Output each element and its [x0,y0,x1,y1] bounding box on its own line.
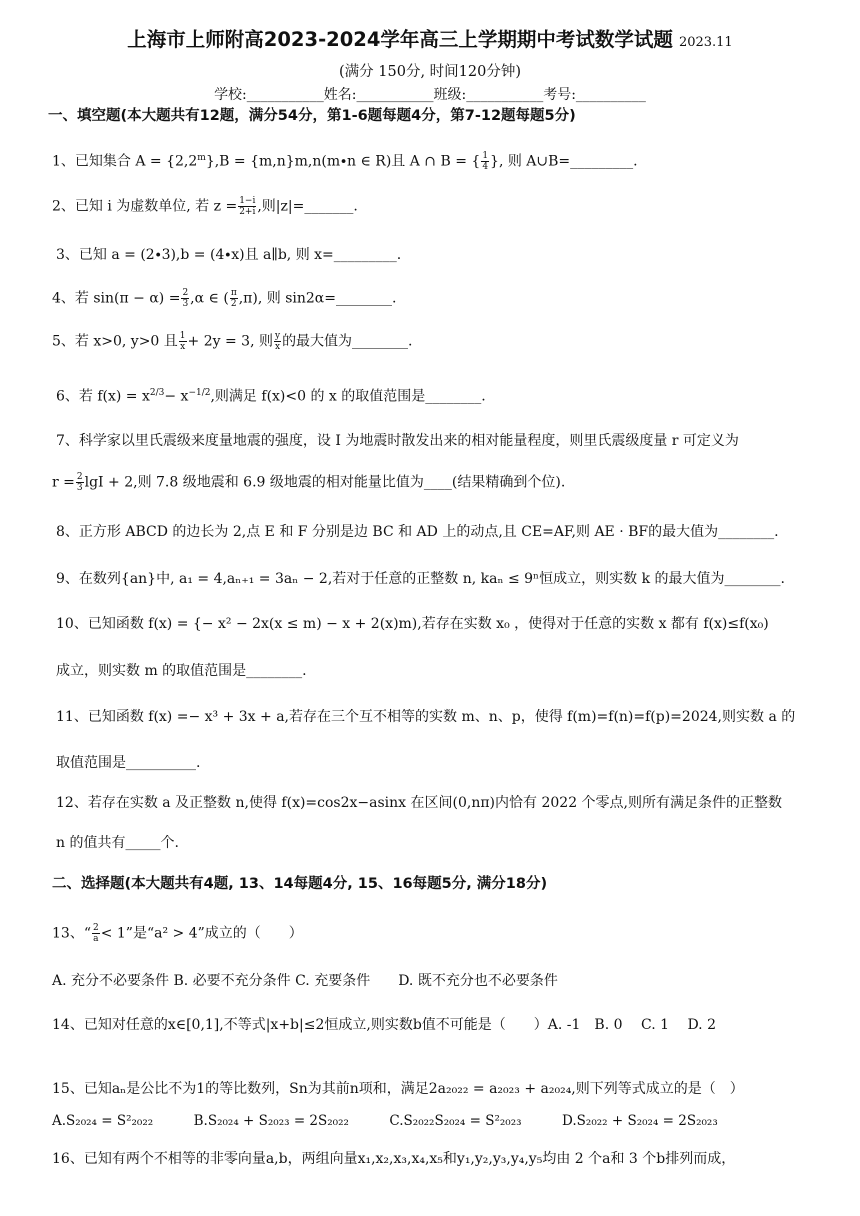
q5-part-a: 5、若 x>0, y>0 且 [52,333,178,350]
q1-part-a: 1、已知集合 A = {2,2 [52,153,198,170]
q2-fraction [238,196,256,217]
q13-num: 2 [92,923,99,933]
section-choice-heading: 二、选择题(本大题共有4题, 13、14每题4分, 15、16每题5分, 满分18分) [52,876,548,892]
q5-den: x [180,342,186,352]
question-11-line-1: 11、已知函数 f(x) =− x³ + 3x + a,若存在三个互不相等的实数 m、n、p，使得 f(m)=f(n)=f(p)=2024,则实数 a 的 [56,709,796,725]
question-4 [52,288,396,309]
q1-fraction [481,151,489,172]
question-9: 9、在数列{an}中, a₁ = 4,aₙ₊₁ = 3aₙ − 2,若对于任意的正整数 n, kaₙ ≤ 9ⁿ恒成立，则实数 k 的最大值为________. [56,571,785,587]
question-11-line-2: 取值范围是__________. [56,755,201,771]
exam-title [0,24,860,52]
q13-part-a: 13、“ [52,925,91,942]
question-7-line-2 [52,472,565,493]
q6-exponent-2: −1/2 [188,388,211,398]
question-12-line-1: 12、若存在实数 a 及正整数 n,使得 f(x)=cos2x−asinx 在区间(0,nπ)内恰有 2022 个零点,则所有满足条件的正整数 [56,795,782,811]
question-15-options: A.S₂₀₂₄ = S²₂₀₂₂ B.S₂₀₂₄ + S₂₀₂₃ = 2S₂₀₂₂ C.S₂₀₂₂S₂₀₂₄ = S²₂₀₂₃ D.S₂₀₂₂ + S₂₀₂₄ = 2S₂₀₂₃ [52,1113,718,1129]
question-10-line-2: 成立，则实数 m 的取值范围是________. [56,663,307,679]
q2-den: 2+i [239,207,256,217]
student-info-line: 学校:___________姓名:___________班级:___________考号:__________ [214,87,646,103]
q1-num: 1 [482,151,489,162]
question-8: 8、正方形 ABCD 的边长为 2,点 E 和 F 分别是边 BC 和 AD 上的动点,且 CE=AF,则 AE · BF的最大值为________. [56,524,779,540]
q7-fraction [76,472,84,493]
q4b-num: π [230,288,237,298]
q5-fraction [179,331,187,352]
q1-part-c: }, 则 A∪B=_________. [490,153,638,170]
q4-part-b: ,α ∈ ( [190,290,229,307]
q13-part-b: < 1”是“a² > 4”成立的（ ） [100,925,303,942]
question-16: 16、已知有两个不相等的非零向量a,b，两组向量x₁,x₂,x₃,x₄,x₅和y₁,y₂,y₃,y₄,y₅均由 2 个a和 3 个b排列而成， [52,1151,736,1167]
question-1 [52,148,638,172]
question-5 [52,331,413,352]
question-10-line-1: 10、已知函数 f(x) = {− x² − 2x(x ≤ m) − x + 2(x)m),若存在实数 x₀ ，使得对于任意的实数 x 都有 f(x)≤f(x₀) [56,616,769,632]
exam-date: 2023.11 [678,35,733,50]
q13-den: a [93,934,99,944]
q6-exponent-1: 2/3 [149,388,165,398]
q13-fraction [92,923,100,944]
q5-num: 1 [179,331,186,341]
q1-den: 4 [482,162,489,173]
q5-part-b: + 2y = 3, 则 [187,333,273,350]
question-3: 3、已知 a = (2∙3),b = (4∙x)且 a∥b, 则 x=_________. [56,247,402,263]
q5-part-c: 的最大值为________. [282,333,413,350]
question-15: 15、已知aₙ是公比不为1的等比数列，Sn为其前n项和，满足2a₂₀₂₂ = a₂₀₂₃ + a₂₀₂₄,则下列等式成立的是（ ） [52,1081,744,1097]
q4-num: 2 [182,288,189,298]
title-text: 上海市上师附高2023-2024学年高三上学期期中考试数学试题 [127,28,673,51]
q7-den: 3 [76,483,83,493]
q6-part-c: ,则满足 f(x)<0 的 x 的取值范围是________. [210,388,486,405]
q6-part-a: 6、若 f(x) = x [56,388,150,405]
q4-part-a: 4、若 sin(π − α) = [52,290,181,307]
q2-part-b: ,则|z|=_______. [257,198,358,215]
q4b-den: 2 [230,299,237,309]
exam-subtitle: (满分 150分, 时间120分钟) [339,64,521,80]
question-14: 14、已知对任意的x∈[0,1],不等式|x+b|≤2恒成立,则实数b值不可能是（ ）A. -1 B. 0 C. 1 D. 2 [52,1017,716,1033]
question-7-line-1: 7、科学家以里氏震级来度量地震的强度，设 I 为地震时散发出来的相对能量程度，则里氏震级度量 r 可定义为 [56,433,739,449]
q2-num: 1−i [239,196,256,206]
q5-fraction-b [274,331,281,352]
q7-part-a: r = [52,474,75,491]
q4-fraction [181,288,189,309]
q5b-den: x [274,342,281,352]
q7-num: 2 [76,472,83,482]
section-fill-in-heading: 一、填空题(本大题共有12题，满分54分，第1-6题每题4分，第7-12题每题5分) [48,108,576,124]
q4-fraction-b [230,288,238,309]
q2-part-a: 2、已知 i 为虚数单位, 若 z = [52,198,238,215]
question-12-line-2: n 的值共有_____个. [56,835,179,851]
q1-part-b: },B = {m,n}m,n(m∙n ∈ R)且 A ∩ B = { [205,153,481,170]
q4-den: 3 [182,299,189,309]
question-6 [56,383,486,407]
q4-part-c: ,π), 则 sin2α=________. [238,290,397,307]
question-2 [52,196,358,217]
q1-exponent: m [197,153,206,163]
q5b-num: y [274,331,281,341]
question-13-options: A. 充分不必要条件 B. 必要不充分条件 C. 充要条件 D. 既不充分也不必要条件 [52,973,558,989]
question-13 [52,923,303,944]
q6-part-b: − x [164,388,189,405]
q7-part-b: lgI + 2,则 7.8 级地震和 6.9 级地震的相对能量比值为____(结果精确到个位). [84,474,566,491]
